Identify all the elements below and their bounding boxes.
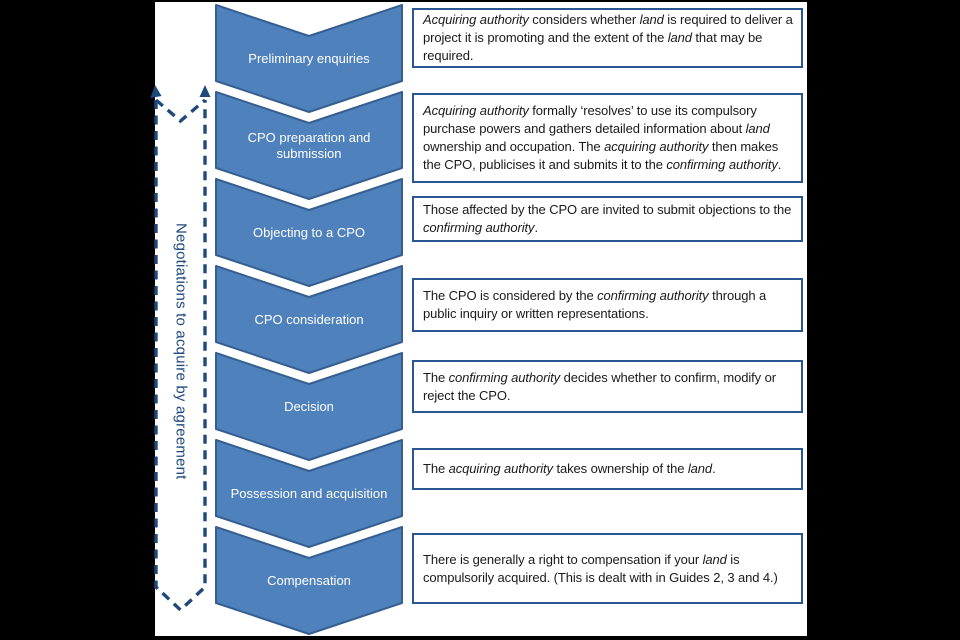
stage-description-box	[412, 360, 803, 413]
stage-description-box	[412, 448, 803, 490]
stage-label: Preliminary enquiries	[248, 50, 370, 66]
stage-description: Acquiring authority considers whether land is required to deliver a project it is promoting and the extent of the land that may be required.	[423, 12, 793, 63]
stage-label: Possession and acquisition	[230, 485, 388, 501]
negotiations-label: Negotiations to acquire by agreement	[172, 223, 190, 480]
stage-description: The confirming authority decides whether to confirm, modify or reject the CPO.	[423, 369, 776, 403]
stage-label: CPO preparation and submission	[247, 130, 371, 161]
stage-description: Acquiring authority formally ‘resolves’ to use its compulsory purchase powers and gathers detailed information about land ownership and occupation. The acquiring authority then makes the CPO, publicises it and submits it to the confirming authority.	[423, 103, 782, 172]
stage-description-box	[412, 8, 803, 68]
stage-description-box	[412, 278, 803, 332]
stage-label: Decision	[284, 398, 334, 414]
stage-label: Compensation	[267, 572, 351, 588]
stage-description: The CPO is considered by the confirming authority through a public inquiry or written representations.	[423, 288, 767, 321]
stage-description-box	[412, 93, 803, 183]
stage-description-box	[412, 533, 803, 604]
stage-label: CPO consideration	[254, 311, 364, 327]
stage-description: Those affected by the CPO are invited to submit objections to the confirming authority.	[423, 202, 792, 235]
stage-chevron	[215, 526, 403, 635]
stage-label: Objecting to a CPO	[253, 224, 365, 240]
stage-description: There is generally a right to compensation if your land is compulsorily acquired. (This is dealt with in Guides 2, 3 and 4.)	[423, 551, 778, 585]
stage-description: The acquiring authority takes ownership of the land.	[423, 461, 716, 476]
stage-description-box	[412, 196, 803, 242]
